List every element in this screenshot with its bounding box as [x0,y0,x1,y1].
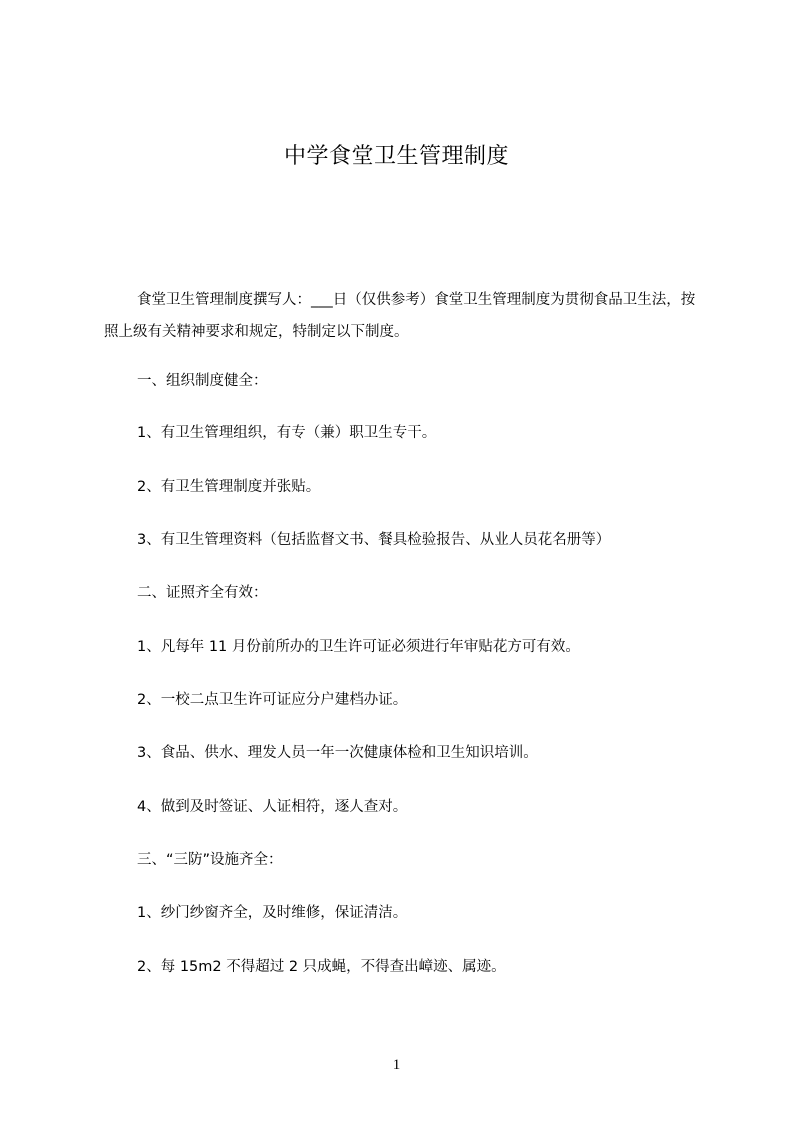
page-number: 1 [392,1057,401,1073]
list-item: 4、做到及时签证、人证相符，逐人查对。 [137,799,408,815]
section-heading-organization: 一、组织制度健全： [137,373,268,389]
section-heading-three-prevention: 三、“三防”设施齐全： [137,852,283,868]
list-item: 3、食品、供水、理发人员一年一次健康体检和卫生知识培训。 [137,745,538,761]
list-item: 3、有卫生管理资料（包括监督文书、餐具检验报告、从业人员花名册等） [137,532,611,548]
section-heading-licenses: 二、证照齐全有效： [137,585,268,601]
list-item: 2、有卫生管理制度并张贴。 [137,479,321,495]
list-item: 2、每 15m2 不得超过 2 只成蝇，不得查出嶂迹、属迹。 [137,959,506,975]
list-item: 2、一校二点卫生许可证应分户建档办证。 [137,692,408,708]
list-item: 1、凡每年 11 月份前所办的卫生许可证必须进行年审贴花方可有效。 [137,639,580,655]
intro-paragraph: 食堂卫生管理制度撰写人：___日（仅供参考）食堂卫生管理制度为贯彻食品卫生法，按照上级有关精神要求和规定，特制定以下制度。 [104,292,696,340]
document-title: 中学食堂卫生管理制度 [283,144,509,169]
list-item: 1、纱门纱窗齐全，及时维修，保证清洁。 [137,905,408,921]
list-item: 1、有卫生管理组织，有专（兼）职卫生专干。 [137,425,437,441]
